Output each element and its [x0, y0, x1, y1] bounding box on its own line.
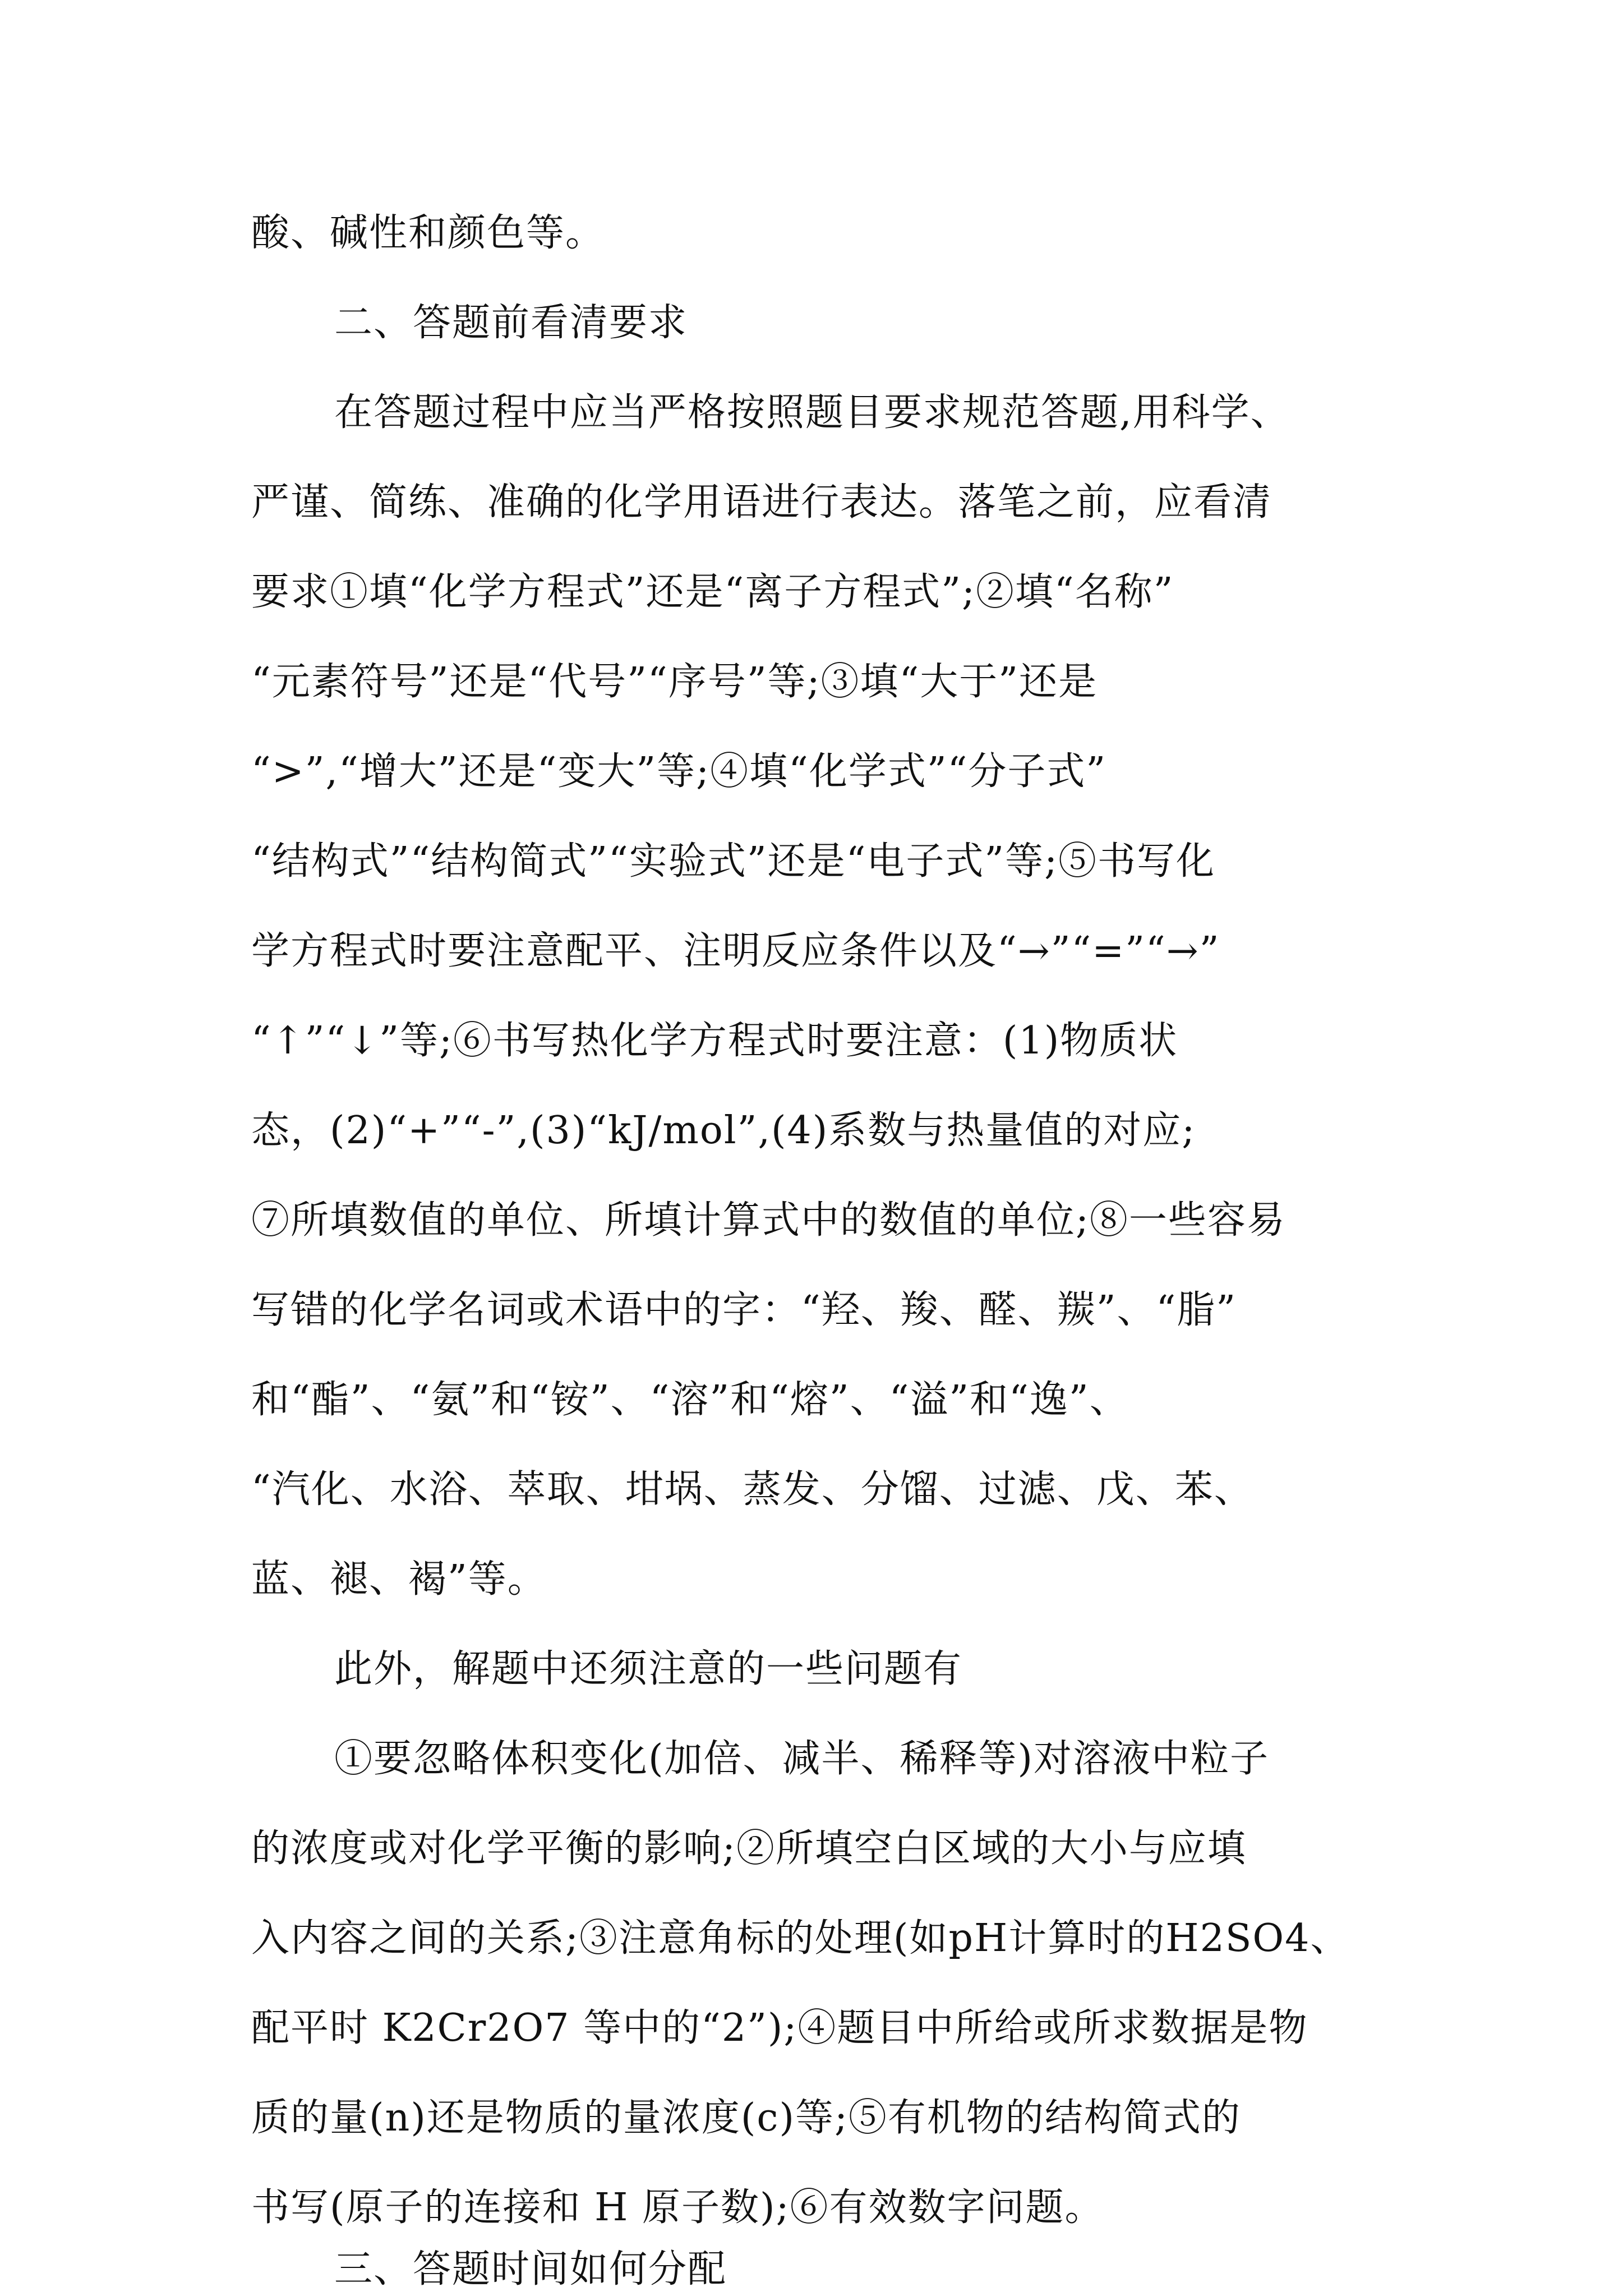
text-line-23: 书写(原子的连接和 H 原子数);⑥有效数字问题。 [251, 2185, 1104, 2230]
text-line-5: 要求①填“化学方程式”还是“离子方程式”;②填“名称” [251, 570, 1174, 614]
text-line-17: 此外，解题中还须注意的一些问题有 [334, 1647, 963, 1691]
text-line-3: 在答题过程中应当严格按照题目要求规范答题,用科学、 [334, 390, 1290, 435]
text-line-11: 态，(2)“+”“-”,(3)“kJ/mol”,(4)系数与热量值的对应; [251, 1108, 1196, 1153]
section-heading-2: 二、答题前看清要求 [334, 301, 688, 345]
text-line-8: “结构式”“结构简式”“实验式”还是“电子式”等;⑤书写化 [251, 839, 1216, 884]
text-line-7: “>”,“增大”还是“变大”等;④填“化学式”“分子式” [251, 749, 1107, 794]
text-line-14: 和“酯”、“氨”和“铵”、“溶”和“熔”、“溢”和“逸”、 [251, 1378, 1129, 1422]
text-line-12: ⑦所填数值的单位、所填计算式中的数值的单位;⑧一些容易 [251, 1198, 1286, 1243]
text-line-6: “元素符号”还是“代号”“序号”等;③填“大于”还是 [251, 660, 1098, 704]
text-line-20: 入内容之间的关系;③注意角标的处理(如pH计算时的H2SO4、 [251, 1916, 1350, 1961]
text-line-18: ①要忽略体积变化(加倍、减半、稀释等)对溶液中粒子 [334, 1737, 1270, 1781]
section-heading-3: 三、答题时间如何分配 [334, 2247, 727, 2292]
text-line-19: 的浓度或对化学平衡的影响;②所填空白区域的大小与应填 [251, 1826, 1247, 1871]
text-line-22: 质的量(n)还是物质的量浓度(c)等;⑤有机物的结构简式的 [251, 2096, 1241, 2140]
text-line-1: 酸、碱性和颜色等。 [251, 211, 605, 255]
text-line-13: 写错的化学名词或术语中的字：“羟、羧、醛、羰”、“脂” [251, 1288, 1237, 1332]
text-line-4: 严谨、简练、准确的化学用语进行表达。落笔之前，应看清 [251, 480, 1272, 524]
text-line-21: 配平时 K2Cr2O7 等中的“2”);④题目中所给或所求数据是物 [251, 2006, 1308, 2050]
text-line-15: “汽化、水浴、萃取、坩埚、蒸发、分馏、过滤、戊、苯、 [251, 1467, 1253, 1512]
text-line-9: 学方程式时要注意配平、注明反应条件以及“→”“=”“→” [251, 929, 1220, 973]
text-line-16: 蓝、褪、褐”等。 [251, 1557, 547, 1602]
text-line-10: “↑”“↓”等;⑥书写热化学方程式时要注意：(1)物质状 [251, 1019, 1178, 1063]
